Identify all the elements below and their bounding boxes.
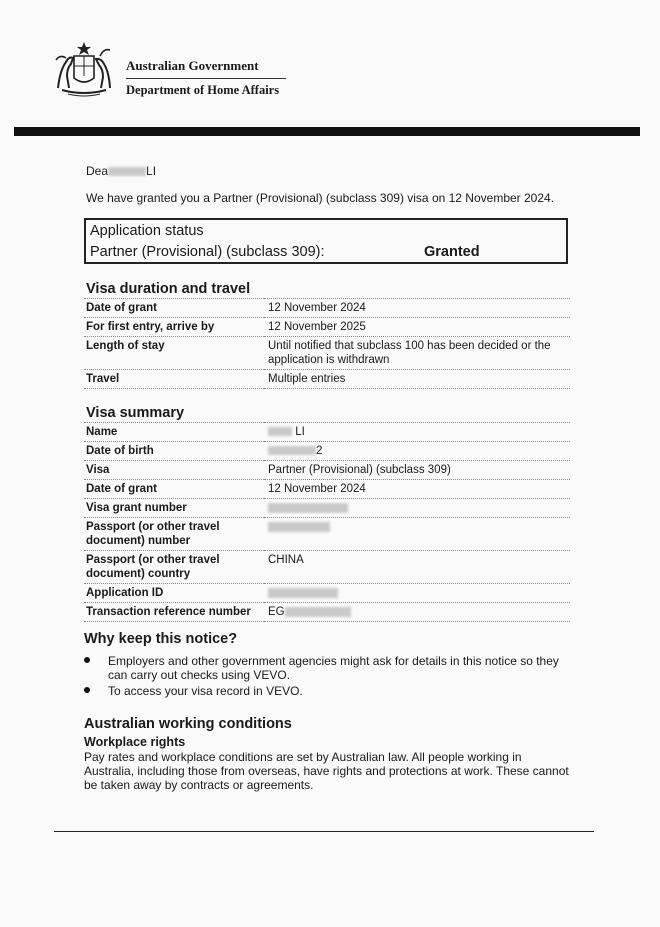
redacted-value — [268, 588, 338, 598]
row-label: Date of grant — [84, 480, 264, 499]
row-label: Passport (or other travel document) number — [84, 518, 264, 551]
visa-duration-table — [84, 298, 570, 389]
row-value: Multiple entries — [264, 370, 570, 389]
table-row — [84, 551, 570, 584]
department-name: Department of Home Affairs — [126, 83, 280, 97]
bullet-icon — [84, 657, 90, 663]
bullet-text: Employers and other government agencies might ask for details in this notice so they can carry out checks using VEVO. — [108, 654, 559, 682]
row-value: LI — [295, 426, 305, 438]
row-label: Name — [84, 423, 264, 442]
government-name: Australian Government — [126, 58, 286, 79]
application-status-value: Granted — [424, 244, 480, 260]
salutation — [86, 164, 156, 178]
redacted-value — [268, 522, 330, 532]
row-label: Transaction reference number — [84, 603, 264, 622]
row-value: Until notified that subclass 100 has been decided or the application is withdrawn — [264, 337, 570, 370]
row-label: For first entry, arrive by — [84, 318, 264, 337]
letterhead — [48, 40, 308, 110]
why-keep-title: Why keep this notice? — [84, 631, 238, 647]
row-label: Travel — [84, 370, 264, 389]
row-label: Date of grant — [84, 299, 264, 318]
table-row — [84, 442, 570, 461]
header-divider-bar — [14, 127, 640, 136]
row-value: EG — [268, 606, 285, 618]
working-conditions-body: Pay rates and workplace conditions are set by Australian law. All people working in Australia, including those from overseas, have rights and protections at work. These cannot be taken away by contracts or agreements. — [84, 750, 569, 792]
table-row — [84, 518, 570, 551]
row-label: Length of stay — [84, 337, 264, 370]
table-row — [84, 603, 570, 622]
salutation-surname: LI — [146, 164, 157, 178]
table-row — [84, 370, 570, 389]
row-value: 12 November 2024 — [264, 299, 570, 318]
row-value: 2 — [316, 445, 323, 457]
application-status-box — [84, 218, 568, 264]
workplace-rights-subtitle: Workplace rights — [84, 735, 186, 749]
table-row — [84, 337, 570, 370]
row-label: Visa grant number — [84, 499, 264, 518]
application-status-visa-type: Partner (Provisional) (subclass 309): — [90, 244, 325, 260]
grant-intro-text: We have granted you a Partner (Provisional) (subclass 309) visa on 12 November 2024. — [86, 191, 555, 205]
row-label: Application ID — [84, 584, 264, 603]
why-keep-list — [84, 654, 564, 700]
footer-rule — [54, 831, 594, 832]
coat-of-arms-icon — [48, 40, 120, 100]
application-status-title: Application status — [90, 223, 204, 239]
table-row — [84, 480, 570, 499]
list-item — [84, 684, 564, 698]
bullet-icon — [84, 687, 90, 693]
redacted-given-name — [108, 167, 146, 176]
table-row — [84, 318, 570, 337]
row-value: Partner (Provisional) (subclass 309) — [264, 461, 570, 480]
row-label: Visa — [84, 461, 264, 480]
row-label: Date of birth — [84, 442, 264, 461]
redacted-value — [268, 427, 292, 436]
table-row — [84, 499, 570, 518]
visa-duration-title: Visa duration and travel — [86, 281, 251, 297]
table-row — [84, 461, 570, 480]
row-value: CHINA — [264, 551, 570, 584]
working-conditions-title: Australian working conditions — [84, 716, 292, 732]
table-row — [84, 584, 570, 603]
row-value: 12 November 2025 — [264, 318, 570, 337]
list-item — [84, 654, 564, 682]
redacted-value — [268, 503, 348, 513]
visa-summary-table — [84, 422, 570, 622]
table-row — [84, 299, 570, 318]
salutation-prefix: Dea — [86, 164, 109, 178]
row-value: 12 November 2024 — [264, 480, 570, 499]
redacted-value — [285, 607, 351, 617]
visa-summary-title: Visa summary — [86, 405, 185, 421]
table-row — [84, 423, 570, 442]
redacted-value — [268, 446, 316, 455]
row-label: Passport (or other travel document) country — [84, 551, 264, 584]
bullet-text: To access your visa record in VEVO. — [108, 684, 303, 698]
